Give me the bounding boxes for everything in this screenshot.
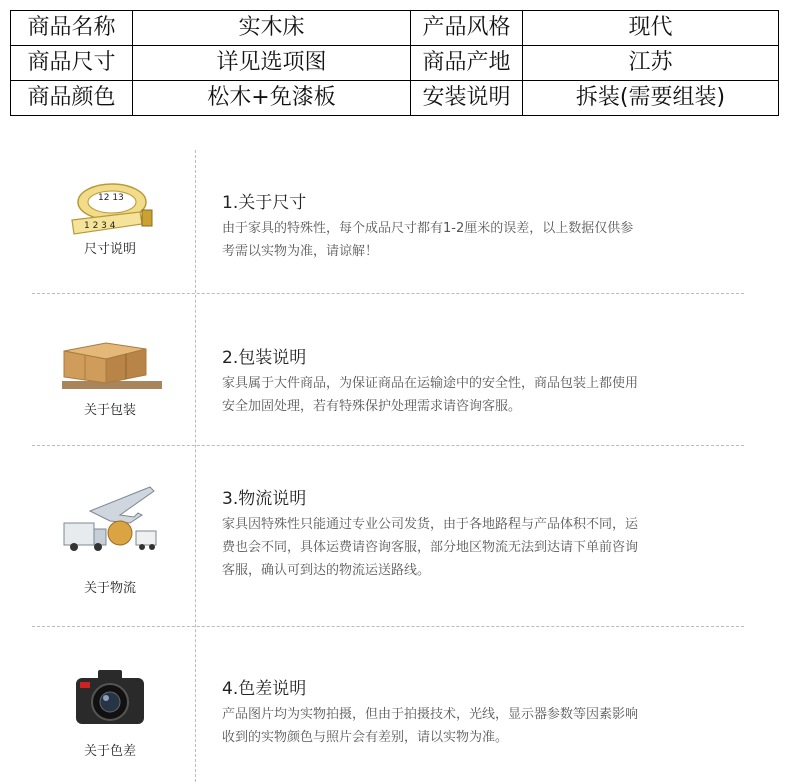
section-text bbox=[222, 703, 722, 749]
spec-table bbox=[10, 10, 779, 116]
section-caption: 关于物流 bbox=[83, 581, 136, 596]
text-line: 客服，确认可到达的物流运送路线。 bbox=[222, 563, 431, 578]
spec-label: 商品产地 bbox=[411, 46, 523, 81]
text-line: 产品图片均为实物拍摄，但由于拍摄技术，光线，显示器参数等因素影响 bbox=[222, 707, 639, 722]
section-text bbox=[222, 372, 722, 418]
table-row bbox=[11, 81, 779, 116]
cardboard-box-icon bbox=[50, 329, 170, 399]
spec-value: 拆装(需要组装) bbox=[523, 81, 779, 116]
size-section bbox=[0, 150, 790, 293]
table-row bbox=[11, 11, 779, 46]
section-caption: 关于色差 bbox=[83, 744, 136, 759]
spec-value: 松木+免漆板 bbox=[133, 81, 411, 116]
spec-label: 商品尺寸 bbox=[11, 46, 133, 81]
table-row bbox=[11, 46, 779, 81]
camera-icon bbox=[50, 664, 170, 734]
spec-value: 现代 bbox=[523, 11, 779, 46]
section-title: 1.关于尺寸 bbox=[222, 193, 307, 213]
logistics-icon bbox=[50, 481, 170, 561]
svg-text:1 2 3 4: 1 2 3 4 bbox=[84, 221, 116, 231]
logistics-section bbox=[0, 445, 790, 626]
section-text bbox=[222, 513, 722, 582]
svg-text:12 13: 12 13 bbox=[98, 193, 124, 203]
section-text bbox=[222, 217, 722, 263]
spec-value: 江苏 bbox=[523, 46, 779, 81]
section-caption: 尺寸说明 bbox=[83, 242, 136, 257]
spec-value: 详见选项图 bbox=[133, 46, 411, 81]
tape-measure-icon bbox=[50, 172, 170, 242]
text-line: 费也会不同，具体运费请咨询客服，部分地区物流无法到达请下单前咨询 bbox=[222, 540, 639, 555]
section-title: 2.包装说明 bbox=[222, 348, 307, 368]
section-title: 3.物流说明 bbox=[222, 489, 307, 509]
text-line: 家具属于大件商品，为保证商品在运输途中的安全性，商品包装上都使用 bbox=[222, 376, 639, 391]
section-caption: 关于包装 bbox=[83, 403, 136, 418]
packaging-section bbox=[0, 293, 790, 445]
text-line: 考需以实物为准，请谅解！ bbox=[222, 244, 379, 259]
text-line: 收到的实物颜色与照片会有差别，请以实物为准。 bbox=[222, 730, 509, 745]
text-line: 家具因特殊性只能通过专业公司发货，由于各地路程与产品体积不同，运 bbox=[222, 517, 639, 532]
text-line: 安全加固处理，若有特殊保护处理需求请咨询客服。 bbox=[222, 399, 522, 414]
text-line: 由于家具的特殊性，每个成品尺寸都有1-2厘米的误差，以上数据仅供参 bbox=[222, 221, 634, 236]
spec-label: 安装说明 bbox=[411, 81, 523, 116]
spec-label: 商品颜色 bbox=[11, 81, 133, 116]
spec-value: 实木床 bbox=[133, 11, 411, 46]
color-section bbox=[0, 626, 790, 782]
spec-label: 产品风格 bbox=[411, 11, 523, 46]
spec-label: 商品名称 bbox=[11, 11, 133, 46]
section-title: 4.色差说明 bbox=[222, 679, 307, 699]
